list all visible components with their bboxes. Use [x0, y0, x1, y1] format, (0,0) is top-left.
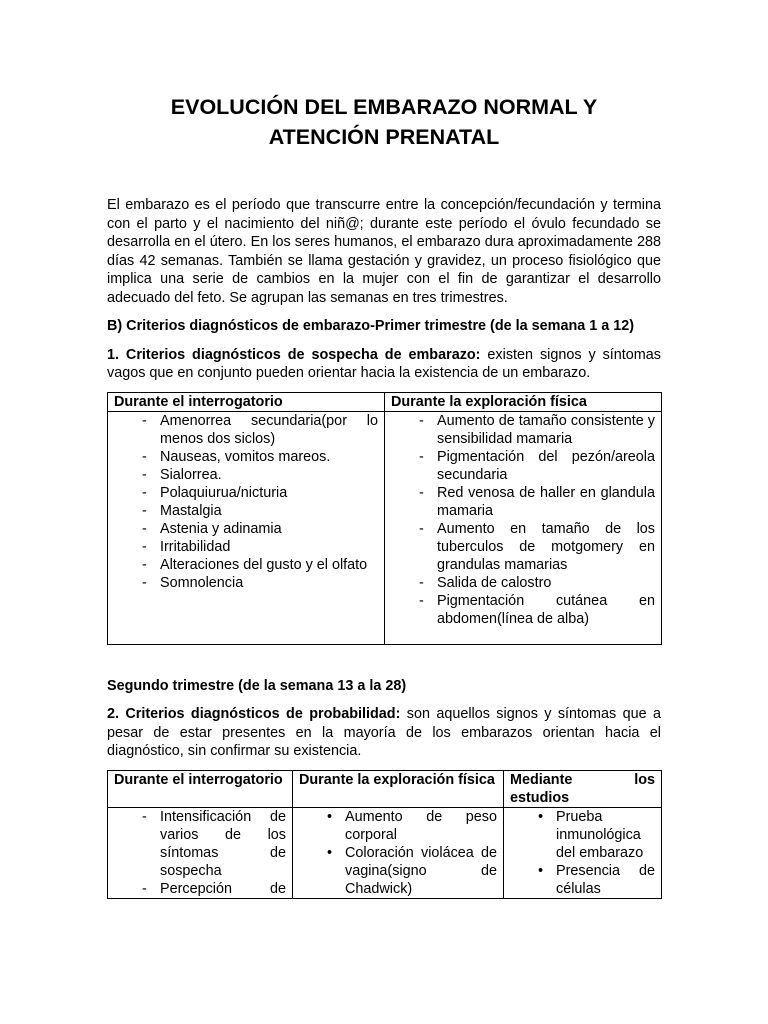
list-item: - Sialorrea. [114, 466, 378, 484]
criteria-1-paragraph [107, 346, 661, 383]
first-trimester-table [107, 392, 662, 645]
list-item: • Presencia de células [510, 862, 655, 898]
list-item: - Nauseas, vomitos mareos. [114, 448, 378, 466]
list-item: - Pigmentación cutánea en abdomen(línea de alba) [391, 592, 655, 628]
list-item: - Alteraciones del gusto y el olfato [114, 556, 378, 574]
list-item: - Irritabilidad [114, 538, 378, 556]
title-line-2: ATENCIÓN PRENATAL [268, 125, 500, 149]
list-item: - Intensificación de varios de los síntomas de sospecha [114, 808, 286, 880]
list-item: - Amenorrea secundaria(por lo menos dos siclos) [114, 412, 378, 448]
table1-list-interrogatorio [114, 412, 378, 592]
list-item: - Aumento en tamaño de los tuberculos de motgomery en grandulas mamarias [391, 520, 655, 574]
list-item: - Astenia y adinamia [114, 520, 378, 538]
list-item: - Percepción de [114, 880, 286, 898]
document-title [107, 92, 661, 152]
list-item: - Somnolencia [114, 574, 378, 592]
list-item: - Salida de calostro [391, 574, 655, 592]
table2-header-interrogatorio: Durante el interrogatorio [108, 770, 293, 807]
table1-cell-exploracion [385, 411, 662, 644]
list-item: - Aumento de tamaño consistente y sensibilidad mamaria [391, 412, 655, 448]
criteria-2-paragraph [107, 705, 661, 761]
criteria-1-text: existen signos y síntomas vagos que en conjunto pueden orientar hacia la existencia de un embarazo. [107, 346, 661, 381]
list-item: - Polaquiurua/nicturia [114, 484, 378, 502]
criteria-2-label: 2. Criterios diagnósticos de probabilidad: [107, 706, 401, 722]
table2-list-exploracion [299, 808, 497, 898]
title-line-1: EVOLUCIÓN DEL EMBARAZO NORMAL Y [170, 95, 598, 119]
document-page [107, 92, 661, 899]
table1-header-exploracion: Durante la exploración física [385, 392, 662, 411]
intro-paragraph: El embarazo es el período que transcurre entre la concepción/fecundación y termina con el parto y el nacimiento del niñ@; durante este período el óvulo fecundado se desarrolla en el útero. En los seres humanos, el embarazo dura aproximadamente 288 días 42 semanas. También se llama gestación y gravidez, un proceso fisiológico que implica una serie de cambios en la mujer con el fin de garantizar el desarrollo adecuado del feto. Se agrupan las semanas en tres trimestres. [107, 197, 661, 306]
table2-cell-exploracion [293, 807, 504, 898]
table1-header-interrogatorio: Durante el interrogatorio [108, 392, 385, 411]
table1-cell-interrogatorio [108, 411, 385, 644]
table2-cell-estudios [504, 807, 662, 898]
table2-header-estudios: Mediante los estudios [504, 770, 662, 807]
table1-list-exploracion [391, 412, 655, 628]
table2-list-interrogatorio [114, 808, 286, 898]
second-trimester-heading: Segundo trimestre (de la semana 13 a la 28) [107, 677, 407, 694]
table2-header-exploracion: Durante la exploración física [293, 770, 504, 807]
criteria-2-text: son aquellos signos y síntomas que a pesar de estar presentes en la mayoría de los embarazos orientan hacia el diagnóstico, sin confirmar su existencia. [107, 706, 661, 759]
list-item: • Prueba inmunológica del embarazo [510, 808, 655, 862]
list-item: - Mastalgia [114, 502, 378, 520]
table2-list-estudios [510, 808, 655, 898]
list-item: - Red venosa de haller en glandula mamaria [391, 484, 655, 520]
list-item: - Pigmentación del pezón/areola secundaria [391, 448, 655, 484]
list-item: • Aumento de peso corporal [299, 808, 497, 844]
table2-cell-interrogatorio [108, 807, 293, 898]
list-item: • Coloración violácea de vagina(signo de Chadwick) [299, 844, 497, 898]
criteria-1-label: 1. Criterios diagnósticos de sospecha de embarazo: [107, 346, 481, 363]
section-b-heading: B) Criterios diagnósticos de embarazo-Primer trimestre (de la semana 1 a 12) [107, 318, 635, 334]
second-trimester-table [107, 770, 662, 899]
